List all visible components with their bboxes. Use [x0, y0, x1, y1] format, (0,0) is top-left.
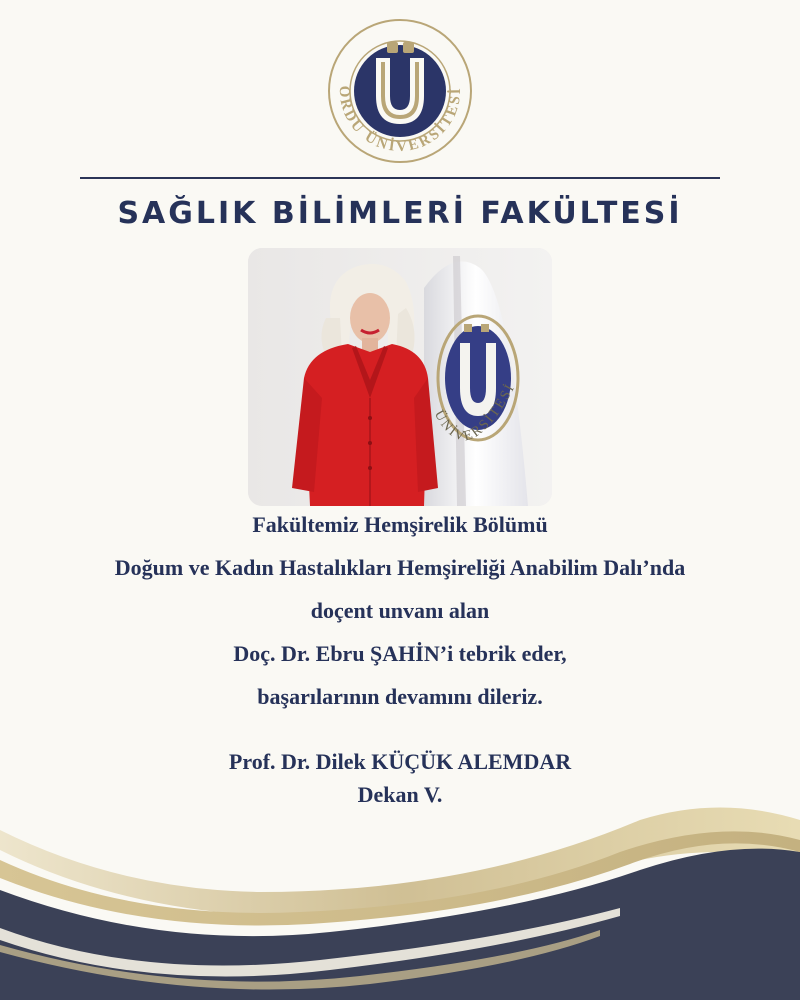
- message-line: doçent unvanı alan: [310, 598, 490, 623]
- header-divider: [80, 177, 720, 179]
- wave-decoration: [0, 800, 800, 1000]
- svg-text:ÜNİVERSİTESİ: ÜNİVERSİTESİ: [430, 380, 519, 445]
- congratulation-message: [0, 510, 800, 725]
- message-line: Doğum ve Kadın Hastalıkları Hemşireliği Anabilim Dalı’nda: [114, 555, 686, 580]
- flag-wordmark: [248, 248, 552, 506]
- logo-wordmark: [327, 18, 473, 164]
- faculty-title: SAĞLIK BİLİMLERİ FAKÜLTESİ: [117, 196, 683, 231]
- portrait-photo: [248, 248, 552, 506]
- footer-waves: [0, 800, 800, 1000]
- message-line: Fakültemiz Hemşirelik Bölümü: [252, 512, 548, 537]
- message-line: başarılarının devamını dileriz.: [257, 684, 543, 709]
- signature-title: Dekan V.: [357, 782, 443, 807]
- university-logo: [327, 18, 473, 164]
- message-line: Doç. Dr. Ebru ŞAHİN’i tebrik eder,: [233, 641, 567, 666]
- svg-text:ORDU ÜNİVERSİTESİ: ORDU ÜNİVERSİTESİ: [335, 85, 465, 156]
- signature-name: Prof. Dr. Dilek KÜÇÜK ALEMDAR: [228, 749, 572, 774]
